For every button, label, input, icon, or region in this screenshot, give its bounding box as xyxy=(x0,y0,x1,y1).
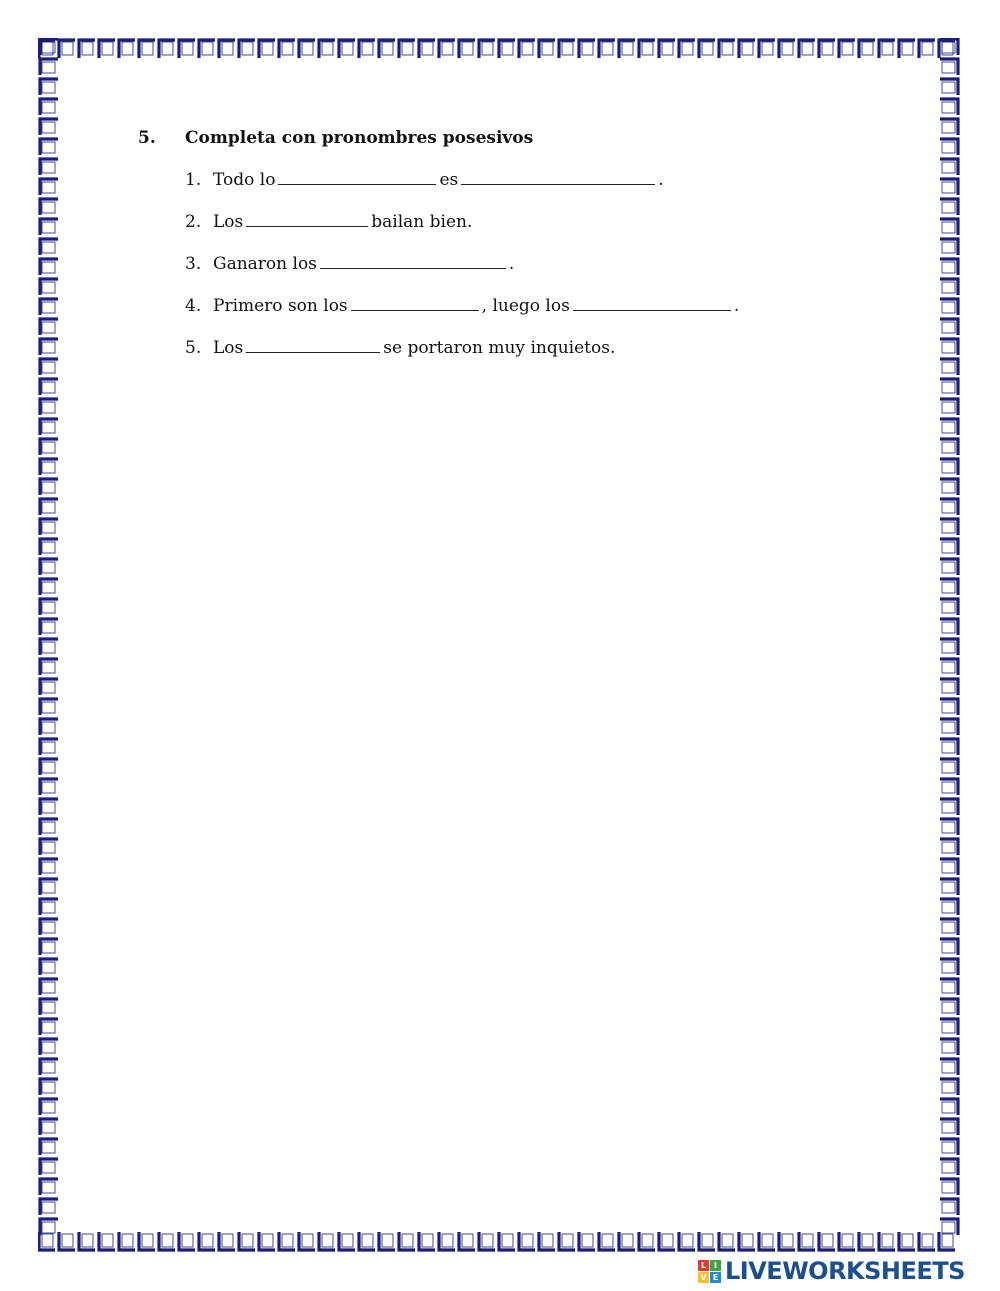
border-cell xyxy=(942,502,955,513)
border-cell xyxy=(942,802,955,813)
border-cell xyxy=(302,1234,313,1247)
border-cell xyxy=(222,1234,233,1247)
border-cell xyxy=(262,42,273,55)
border-cell xyxy=(942,882,955,893)
border-cell xyxy=(42,842,55,853)
border-cell xyxy=(102,42,113,55)
border-cell xyxy=(702,1234,713,1247)
exercise-heading xyxy=(138,128,898,148)
border-cell xyxy=(42,62,55,73)
border-cell xyxy=(902,1234,913,1247)
border-cell xyxy=(42,42,55,53)
border-cell xyxy=(102,1234,113,1247)
border-cell xyxy=(942,842,955,853)
exercise-title: Completa con pronombres posesivos xyxy=(185,128,534,148)
border-cell xyxy=(942,1002,955,1013)
border-cell xyxy=(942,342,955,353)
border-cell xyxy=(942,182,955,193)
border-cell xyxy=(722,42,733,55)
border-cell xyxy=(882,42,893,55)
item-number: 2. xyxy=(185,212,202,232)
border-cell xyxy=(942,142,955,153)
border-cell xyxy=(422,42,433,55)
border-cell xyxy=(42,862,55,873)
border-cell xyxy=(362,1234,373,1247)
border-cell xyxy=(402,42,413,55)
border-cell xyxy=(942,82,955,93)
border-cell xyxy=(322,1234,333,1247)
item-text: Los xyxy=(213,212,244,232)
border-cell xyxy=(42,442,55,453)
border-cell xyxy=(42,1122,55,1133)
border-cell xyxy=(942,202,955,213)
border-cell xyxy=(942,982,955,993)
border-cell xyxy=(42,682,55,693)
border-cell xyxy=(522,1234,533,1247)
border-cell xyxy=(42,1062,55,1073)
border-cell xyxy=(442,1234,453,1247)
border-cell xyxy=(942,642,955,653)
item-text: . xyxy=(658,170,664,190)
border-cell xyxy=(42,742,55,753)
border-cell xyxy=(762,1234,773,1247)
border-cell xyxy=(942,542,955,553)
border-cell xyxy=(802,42,813,55)
border-cell xyxy=(42,462,55,473)
border-cell xyxy=(782,1234,793,1247)
border-cell xyxy=(462,1234,473,1247)
border-cell xyxy=(542,1234,553,1247)
border-cell xyxy=(42,382,55,393)
border-cell xyxy=(42,1082,55,1093)
border-cell xyxy=(942,242,955,253)
item-text: , luego los xyxy=(481,296,570,316)
answer-blank[interactable] xyxy=(246,351,380,353)
border-bottom xyxy=(38,1230,960,1252)
list-item xyxy=(185,212,898,254)
liveworksheets-logo xyxy=(698,1256,965,1286)
border-cell xyxy=(942,282,955,293)
border-cell xyxy=(182,1234,193,1247)
border-cell xyxy=(842,1234,853,1247)
border-cell xyxy=(942,1142,955,1153)
border-cell xyxy=(242,1234,253,1247)
border-cell xyxy=(662,42,673,55)
border-cell xyxy=(942,962,955,973)
border-left xyxy=(38,38,60,1252)
item-number: 3. xyxy=(185,254,202,274)
border-cell xyxy=(42,422,55,433)
border-cell xyxy=(742,1234,753,1247)
border-cell xyxy=(402,1234,413,1247)
border-cell xyxy=(142,1234,153,1247)
border-cell xyxy=(442,42,453,55)
border-cell xyxy=(282,1234,293,1247)
border-cell xyxy=(942,762,955,773)
border-cell xyxy=(642,1234,653,1247)
border-cell xyxy=(162,1234,173,1247)
border-cell xyxy=(702,42,713,55)
border-cell xyxy=(802,1234,813,1247)
border-cell xyxy=(42,1002,55,1013)
answer-blank[interactable] xyxy=(246,225,368,227)
border-cell xyxy=(42,662,55,673)
border-cell xyxy=(42,542,55,553)
border-cell xyxy=(42,562,55,573)
border-cell xyxy=(42,962,55,973)
border-top xyxy=(38,38,960,60)
item-number: 5. xyxy=(185,338,202,358)
border-right xyxy=(938,38,960,1252)
border-cell xyxy=(462,42,473,55)
border-cell xyxy=(42,122,55,133)
border-cell xyxy=(202,1234,213,1247)
item-number: 1. xyxy=(185,170,202,190)
border-cell xyxy=(942,42,955,53)
border-cell xyxy=(662,1234,673,1247)
border-cell xyxy=(62,1234,73,1247)
border-cell xyxy=(42,702,55,713)
border-cell xyxy=(942,602,955,613)
border-cell xyxy=(42,502,55,513)
border-cell xyxy=(42,522,55,533)
border-cell xyxy=(942,622,955,633)
border-cell xyxy=(582,1234,593,1247)
border-cell xyxy=(502,42,513,55)
border-cell xyxy=(942,62,955,73)
border-cell xyxy=(942,1122,955,1133)
border-cell xyxy=(42,162,55,173)
border-cell xyxy=(942,662,955,673)
border-cell xyxy=(42,82,55,93)
border-cell xyxy=(822,1234,833,1247)
border-cell xyxy=(382,1234,393,1247)
border-cell xyxy=(342,1234,353,1247)
border-cell xyxy=(62,42,73,55)
border-cell xyxy=(942,382,955,393)
border-cell xyxy=(942,362,955,373)
border-cell xyxy=(262,1234,273,1247)
border-cell xyxy=(722,1234,733,1247)
border-cell xyxy=(42,182,55,193)
answer-blank[interactable] xyxy=(320,267,506,269)
logo-cube: I xyxy=(710,1260,721,1271)
border-cell xyxy=(122,1234,133,1247)
border-cell xyxy=(482,42,493,55)
border-cell xyxy=(942,322,955,333)
border-cell xyxy=(942,862,955,873)
border-cell xyxy=(942,1022,955,1033)
border-cell xyxy=(202,42,213,55)
item-text: es xyxy=(439,170,459,190)
border-cell xyxy=(42,282,55,293)
border-cell xyxy=(942,442,955,453)
border-cell xyxy=(42,602,55,613)
border-cell xyxy=(942,302,955,313)
border-cell xyxy=(42,1102,55,1113)
border-cell xyxy=(42,302,55,313)
border-cell xyxy=(42,242,55,253)
border-cell xyxy=(42,942,55,953)
border-cell xyxy=(582,42,593,55)
border-cell xyxy=(942,1162,955,1173)
logo-cube: V xyxy=(698,1272,709,1283)
border-cell xyxy=(942,922,955,933)
border-cell xyxy=(942,1062,955,1073)
border-cell xyxy=(362,42,373,55)
border-cell xyxy=(562,1234,573,1247)
border-cell xyxy=(942,262,955,273)
border-cell xyxy=(602,42,613,55)
border-cell xyxy=(942,402,955,413)
answer-blank[interactable] xyxy=(351,309,479,311)
border-cell xyxy=(42,1222,55,1233)
border-cell xyxy=(542,42,553,55)
border-cell xyxy=(42,202,55,213)
border-cell xyxy=(942,102,955,113)
border-cell xyxy=(42,222,55,233)
border-cell xyxy=(602,1234,613,1247)
border-cell xyxy=(942,722,955,733)
list-item xyxy=(185,170,898,212)
border-cell xyxy=(42,802,55,813)
border-cell xyxy=(42,642,55,653)
border-cell xyxy=(762,42,773,55)
border-cell xyxy=(942,1222,955,1233)
border-cell xyxy=(382,42,393,55)
border-cell xyxy=(42,1142,55,1153)
border-cell xyxy=(942,902,955,913)
border-cell xyxy=(422,1234,433,1247)
border-cell xyxy=(42,402,55,413)
border-cell xyxy=(642,42,653,55)
worksheet-content xyxy=(138,128,898,380)
border-cell xyxy=(142,42,153,55)
logo-cube: L xyxy=(698,1260,709,1271)
border-cell xyxy=(942,1182,955,1193)
border-cell xyxy=(942,462,955,473)
border-cell xyxy=(42,142,55,153)
border-cell xyxy=(162,42,173,55)
border-cell xyxy=(942,422,955,433)
border-cell xyxy=(782,42,793,55)
border-cell xyxy=(42,262,55,273)
border-cell xyxy=(942,702,955,713)
border-cell xyxy=(942,1082,955,1093)
border-cell xyxy=(42,482,55,493)
border-cell xyxy=(342,42,353,55)
answer-blank[interactable] xyxy=(461,183,655,185)
border-cell xyxy=(182,42,193,55)
border-cell xyxy=(622,1234,633,1247)
border-cell xyxy=(942,1102,955,1113)
border-cell xyxy=(902,42,913,55)
border-cell xyxy=(942,122,955,133)
list-item xyxy=(185,338,898,380)
border-cell xyxy=(282,42,293,55)
border-cell xyxy=(42,822,55,833)
border-cell xyxy=(222,42,233,55)
border-cell xyxy=(682,1234,693,1247)
border-cell xyxy=(822,42,833,55)
border-cell xyxy=(862,42,873,55)
border-cell xyxy=(302,42,313,55)
border-cell xyxy=(42,922,55,933)
border-cell xyxy=(42,1042,55,1053)
border-cell xyxy=(42,622,55,633)
border-cell xyxy=(42,342,55,353)
border-cell xyxy=(82,1234,93,1247)
border-cell xyxy=(742,42,753,55)
border-cell xyxy=(942,222,955,233)
list-item xyxy=(185,254,898,296)
border-cell xyxy=(502,1234,513,1247)
border-cell xyxy=(522,42,533,55)
border-cell xyxy=(942,482,955,493)
list-item xyxy=(185,296,898,338)
border-cell xyxy=(862,1234,873,1247)
item-text: . xyxy=(508,254,515,274)
logo-cubes-icon xyxy=(698,1260,721,1283)
border-cell xyxy=(942,162,955,173)
border-cell xyxy=(42,102,55,113)
logo-cube: E xyxy=(710,1272,721,1283)
border-cell xyxy=(42,1202,55,1213)
border-cell xyxy=(42,1022,55,1033)
border-cell xyxy=(942,562,955,573)
border-cell xyxy=(42,582,55,593)
border-cell xyxy=(42,722,55,733)
border-cell xyxy=(882,1234,893,1247)
item-text: . xyxy=(733,296,740,316)
border-cell xyxy=(242,42,253,55)
border-cell xyxy=(42,782,55,793)
item-text: Los xyxy=(213,338,244,358)
border-cell xyxy=(942,582,955,593)
border-cell xyxy=(42,322,55,333)
border-cell xyxy=(42,902,55,913)
border-cell xyxy=(922,42,933,55)
border-cell xyxy=(942,742,955,753)
border-cell xyxy=(322,42,333,55)
border-cell xyxy=(82,42,93,55)
item-text: Todo lo xyxy=(213,170,276,190)
logo-text: LIVEWORKSHEETS xyxy=(725,1257,965,1285)
border-cell xyxy=(42,762,55,773)
border-cell xyxy=(682,42,693,55)
border-cell xyxy=(42,362,55,373)
item-number: 4. xyxy=(185,296,202,316)
item-text: Primero son los xyxy=(213,296,348,316)
border-cell xyxy=(842,42,853,55)
border-cell xyxy=(42,882,55,893)
border-cell xyxy=(942,822,955,833)
exercise-items xyxy=(138,170,898,380)
item-text: Ganaron los xyxy=(213,254,317,274)
border-cell xyxy=(42,982,55,993)
border-cell xyxy=(942,682,955,693)
border-cell xyxy=(942,782,955,793)
border-cell xyxy=(942,942,955,953)
border-cell xyxy=(942,522,955,533)
exercise-number: 5. xyxy=(138,128,156,148)
border-cell xyxy=(562,42,573,55)
border-cell xyxy=(42,1182,55,1193)
item-text: se portaron muy inquietos. xyxy=(383,338,616,358)
answer-blank[interactable] xyxy=(573,309,731,311)
border-cell xyxy=(922,1234,933,1247)
border-cell xyxy=(482,1234,493,1247)
border-cell xyxy=(622,42,633,55)
answer-blank[interactable] xyxy=(278,183,436,185)
border-cell xyxy=(942,1202,955,1213)
border-cell xyxy=(942,1042,955,1053)
item-text: bailan bien. xyxy=(371,212,473,232)
border-cell xyxy=(42,1162,55,1173)
border-cell xyxy=(122,42,133,55)
